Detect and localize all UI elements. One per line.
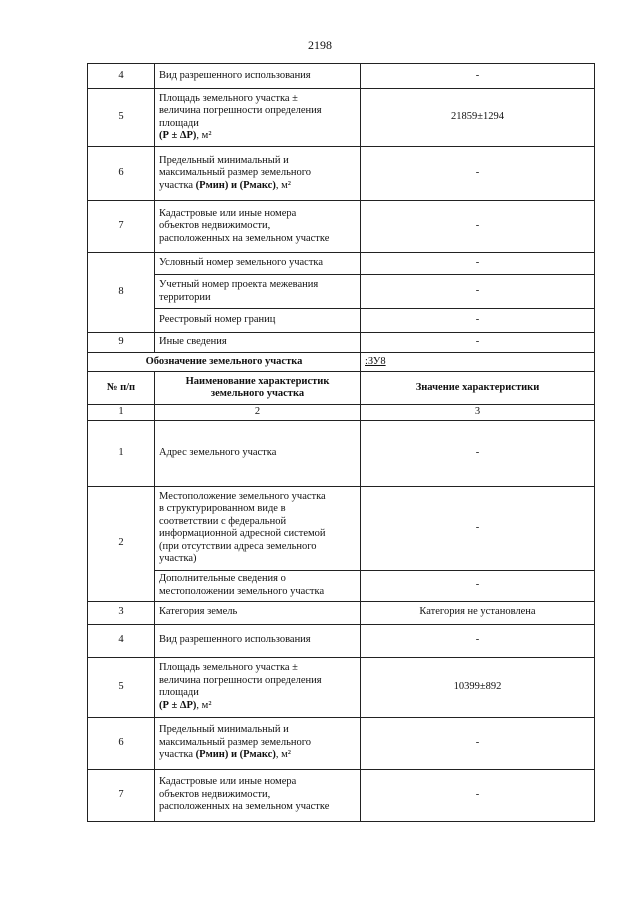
characteristic-name-cell — [155, 253, 361, 275]
cell-text: (Р ± ΔР) — [159, 699, 197, 711]
cell-text: (при отсутствии адреса земельного — [159, 540, 317, 552]
characteristic-name-cell — [155, 89, 361, 147]
characteristic-name-cell — [155, 601, 361, 624]
table-row — [88, 486, 595, 570]
cell-text: Вид разрешенного использования — [159, 634, 311, 646]
table-row — [88, 309, 595, 333]
cell-text: Вид разрешенного использования — [159, 69, 311, 81]
cell-text: Кадастровые или иные номера — [159, 776, 297, 788]
cell-text: Реестровый номер границ — [159, 314, 276, 326]
table-row — [88, 253, 595, 275]
characteristic-name-cell — [155, 717, 361, 769]
characteristic-name-cell — [155, 201, 361, 253]
characteristic-value-cell: - — [361, 420, 595, 486]
table-row — [88, 372, 595, 405]
characteristic-name-cell — [155, 486, 361, 570]
cell-text: Наименование характеристик — [185, 375, 330, 387]
table-row — [88, 657, 595, 717]
characteristic-value-cell: - — [361, 570, 595, 601]
cell-text: , м² — [196, 699, 212, 711]
table-row — [88, 769, 595, 821]
characteristic-name-cell — [155, 657, 361, 717]
cell-text: Площадь земельного участка ± — [159, 92, 298, 104]
row-number-cell: 1 — [88, 420, 155, 486]
cell-text: Предельный минимальный и — [159, 154, 289, 166]
row-number-cell: 8 — [88, 253, 155, 333]
row-number-cell: 3 — [88, 601, 155, 624]
row-number-cell: 6 — [88, 147, 155, 201]
cell-text: земельного участка — [210, 388, 305, 399]
cell-text: площади — [159, 687, 199, 698]
characteristic-value-cell: - — [361, 275, 595, 309]
cell-text: участка — [159, 179, 196, 191]
characteristic-name-cell — [155, 309, 361, 333]
table-row — [88, 570, 595, 601]
cell-text: участка — [159, 749, 196, 761]
characteristic-name-cell — [155, 624, 361, 657]
cell-text: Учетный номер проекта межевания — [159, 279, 319, 290]
characteristic-name-cell — [155, 275, 361, 309]
table-row — [88, 201, 595, 253]
characteristic-value-cell: - — [361, 64, 595, 89]
row-number-cell: 5 — [88, 89, 155, 147]
cell-text: расположенных на земельном участке — [159, 801, 330, 813]
cell-text: Площадь земельного участка ± — [159, 662, 298, 673]
table-row — [88, 717, 595, 769]
cell-text: , м² — [196, 130, 212, 141]
cell-text: Дополнительные сведения о — [159, 573, 286, 584]
cell-text: Адрес земельного участка — [159, 446, 277, 458]
page-number: 2198 — [308, 38, 332, 52]
cell-text: , м² — [275, 749, 291, 761]
cell-text: , м² — [275, 179, 291, 191]
row-number-cell: 4 — [88, 64, 155, 89]
table-row — [88, 405, 595, 421]
cell-text: Кадастровые или иные номера — [159, 207, 297, 219]
cell-text: величина погрешности определения — [159, 105, 322, 116]
cell-text: расположенных на земельном участке — [159, 232, 330, 244]
table-row — [88, 64, 595, 89]
characteristic-value-cell: - — [361, 769, 595, 821]
table-row — [88, 353, 595, 372]
characteristic-name-cell — [155, 333, 361, 353]
characteristic-name-cell — [155, 405, 361, 421]
cell-text: информационной адресной системой — [159, 528, 326, 539]
table-row — [88, 147, 595, 201]
cell-text: площади — [159, 117, 199, 129]
cell-text: местоположении земельного участка — [159, 585, 325, 597]
cell-text: максимальный размер земельного — [159, 167, 312, 179]
row-number-cell: 5 — [88, 657, 155, 717]
characteristic-name-cell — [155, 769, 361, 821]
characteristic-name-cell — [155, 147, 361, 201]
cell-text: территории — [159, 291, 211, 303]
characteristic-value-cell: 3 — [361, 405, 595, 421]
row-number-cell: 2 — [88, 486, 155, 601]
plot-designation-value: :ЗУ8 — [361, 353, 595, 372]
cell-text: Предельный минимальный и — [159, 724, 289, 736]
characteristic-value-cell: Категория не установлена — [361, 601, 595, 624]
cell-text: величина погрешности определения — [159, 674, 322, 686]
cell-text: соответствии с федеральной — [159, 515, 287, 527]
cell-text: Иные сведения — [159, 336, 227, 348]
cell-text: участка) — [159, 553, 197, 564]
row-number-cell: 7 — [88, 201, 155, 253]
cell-text: Условный номер земельного участка — [159, 257, 324, 269]
row-number-cell: 4 — [88, 624, 155, 657]
cell-text: Категория земель — [159, 606, 238, 618]
row-number-cell: 9 — [88, 333, 155, 353]
characteristic-name-cell — [155, 64, 361, 89]
cell-text: объектов недвижимости, — [159, 220, 271, 232]
characteristic-value-cell: - — [361, 624, 595, 657]
characteristic-value-cell: - — [361, 253, 595, 275]
characteristic-value-cell: - — [361, 333, 595, 353]
table-row — [88, 275, 595, 309]
cell-text: объектов недвижимости, — [159, 788, 271, 800]
header-value-cell: Значение характеристики — [361, 372, 595, 405]
header-number-cell: № п/п — [88, 372, 155, 405]
row-number-cell: 6 — [88, 717, 155, 769]
characteristic-value-cell: - — [361, 309, 595, 333]
cell-text: максимальный размер земельного — [159, 736, 312, 748]
land-plot-table — [87, 63, 595, 822]
characteristic-name-cell — [155, 420, 361, 486]
characteristic-value-cell: - — [361, 147, 595, 201]
characteristic-value-cell: 21859±1294 — [361, 89, 595, 147]
row-number-cell: 7 — [88, 769, 155, 821]
cell-text: (Рмин) и (Рмакс) — [195, 179, 276, 191]
table-row — [88, 624, 595, 657]
cell-text: в структурированном виде в — [159, 503, 286, 514]
cell-text: Местоположение земельного участка — [159, 490, 326, 502]
characteristic-value-cell: 10399±892 — [361, 657, 595, 717]
cell-text: 2 — [254, 406, 261, 417]
table-row — [88, 89, 595, 147]
characteristic-name-cell — [155, 570, 361, 601]
characteristic-value-cell: - — [361, 717, 595, 769]
characteristic-value-cell: - — [361, 486, 595, 570]
table-row — [88, 333, 595, 353]
plot-designation-label: Обозначение земельного участка — [88, 353, 361, 372]
characteristic-value-cell: - — [361, 201, 595, 253]
cell-text: (Р ± ΔР) — [159, 130, 197, 141]
row-number-cell: 1 — [88, 405, 155, 421]
table-row — [88, 601, 595, 624]
cell-text: (Рмин) и (Рмакс) — [195, 749, 276, 761]
table-row — [88, 420, 595, 486]
header-name-cell — [155, 372, 361, 405]
